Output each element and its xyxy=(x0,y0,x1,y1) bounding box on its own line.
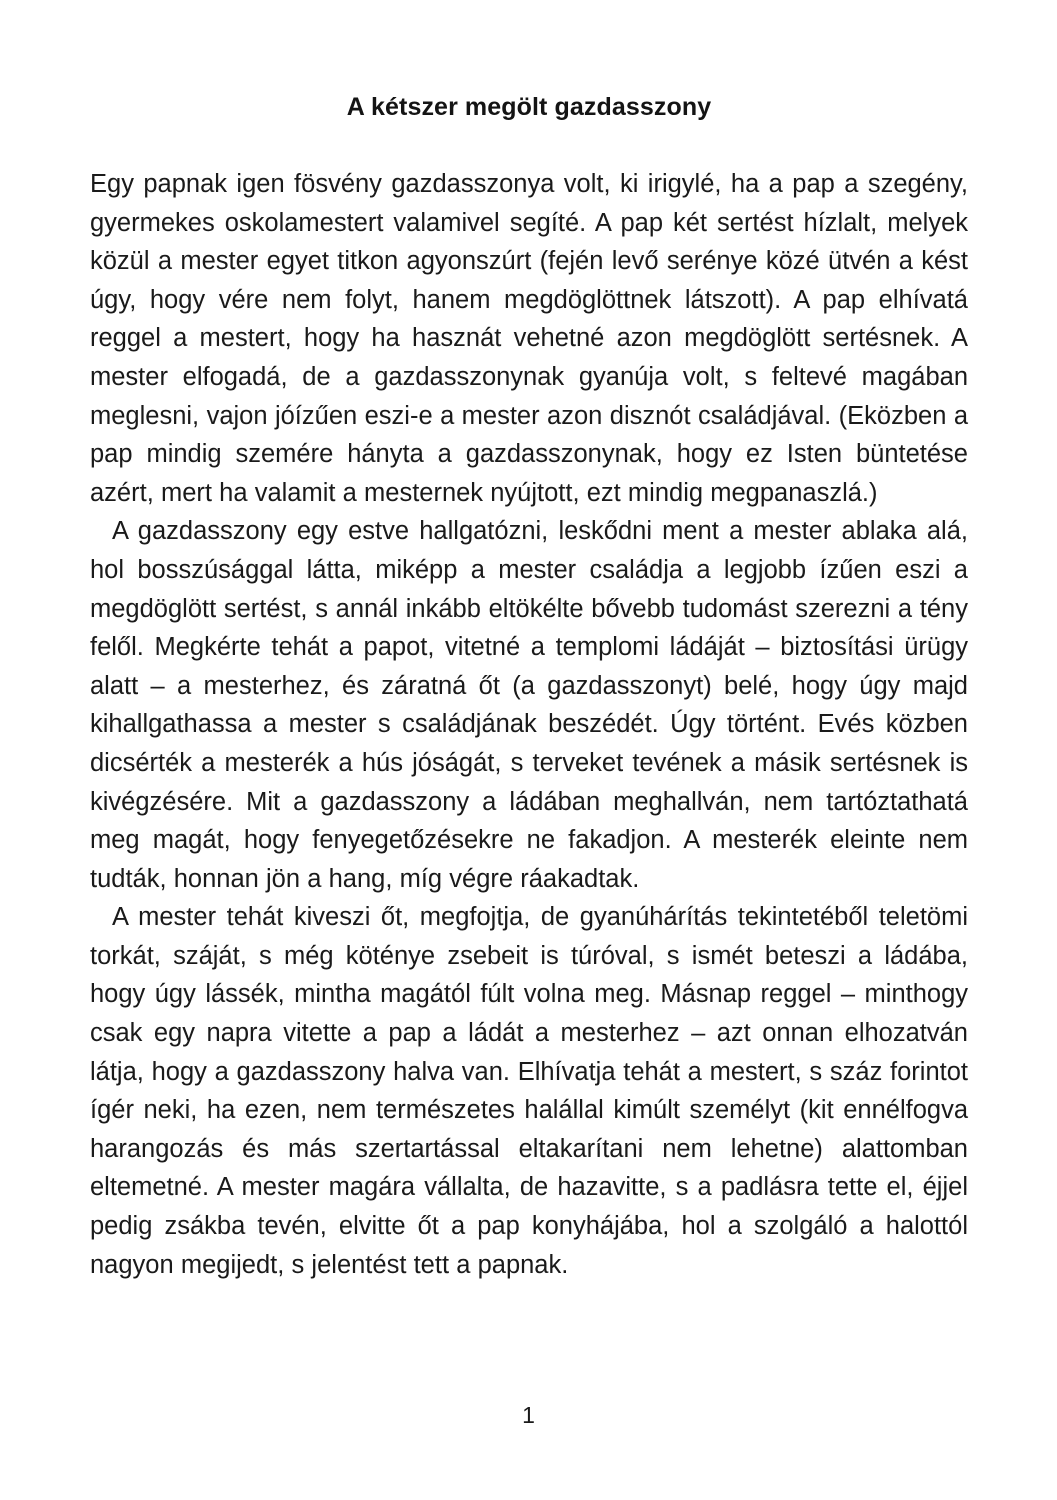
paragraph-2: A gazdasszony egy estve hallgatózni, leskődni ment a mester ablaka alá, hol bosszúsággal látta, miképp a mester családja a legjobb ízűen eszi a megdöglött sertést, s annál inkább eltökélte bővebb tudomást szerezni a tény felől. Megkérte tehát a papot, vitetné a templomi ládáját – biztosítási ürügy alatt – a mesterhez, és záratná őt (a gazdasszonyt) belé, hogy úgy majd kihallgathassa a mester s családjának beszédét. Úgy történt. Evés közben dicsérték a mesterék a hús jóságát, s terveket tevének a másik sertésnek is kivégzésére. Mit a gazdasszony a ládában meghallván, nem tartóztathatá meg magát, hogy fenyegetőzésekre ne fakadjon. A mesterék eleinte nem tudták, honnan jön a hang, míg végre ráakadtak. xyxy=(90,517,968,893)
paragraph-1: Egy papnak igen fösvény gazdasszonya volt, ki irigylé, ha a pap a szegény, gyermekes oskolamestert valamivel segíté. A pap két sertést hízlalt, melyek közül a mester egyet titkon agyonszúrt (fején levő serénye közé ütvén a kést úgy, hogy vére nem folyt, hanem megdöglöttnek látszott). A pap elhívatá reggel a mestert, hogy ha hasznát vehetné azon megdöglött sertésnek. A mester elfogadá, de a gazdasszonynak gyanúja volt, s feltevé magában meglesni, vajon jóízűen eszi-e a mester azon disznót családjával. (Eközben a pap mindig szemére hányta a gazdasszonynak, hogy ez Isten büntetése azért, mert ha valamit a mesternek nyújtott, ezt mindig megpanaszlá.) xyxy=(90,170,968,507)
paragraph-3: A mester tehát kiveszi őt, megfojtja, de gyanúhárítás tekintetéből teletömi torkát, száját, s még köténye zsebeit is túróval, s ismét beteszi a ládába, hogy úgy lássék, mintha magától fúlt volna meg. Másnap reggel – minthogy csak egy napra vitette a pap a ládát a mesterhez – azt onnan elhozatván látja, hogy a gazdasszony halva van. Elhívatja tehát a mestert, s száz forintot ígér neki, ha ezen, nem természetes halállal kimúlt személyt (kit ennélfogva harangozás és más szertartással eltakarítani nem lehetne) alattomban eltemetné. A mester magára vállalta, de hazavitte, s a padlásra tette el, éjjel pedig zsákba tevén, elvitte őt a pap konyhájába, hol a szolgáló a halottól nagyon megijedt, s jelentést tett a papnak. xyxy=(90,903,968,1279)
page-number: 1 xyxy=(522,1402,535,1428)
page-content xyxy=(90,0,968,1284)
page-title: A kétszer megölt gazdasszony xyxy=(346,93,712,121)
